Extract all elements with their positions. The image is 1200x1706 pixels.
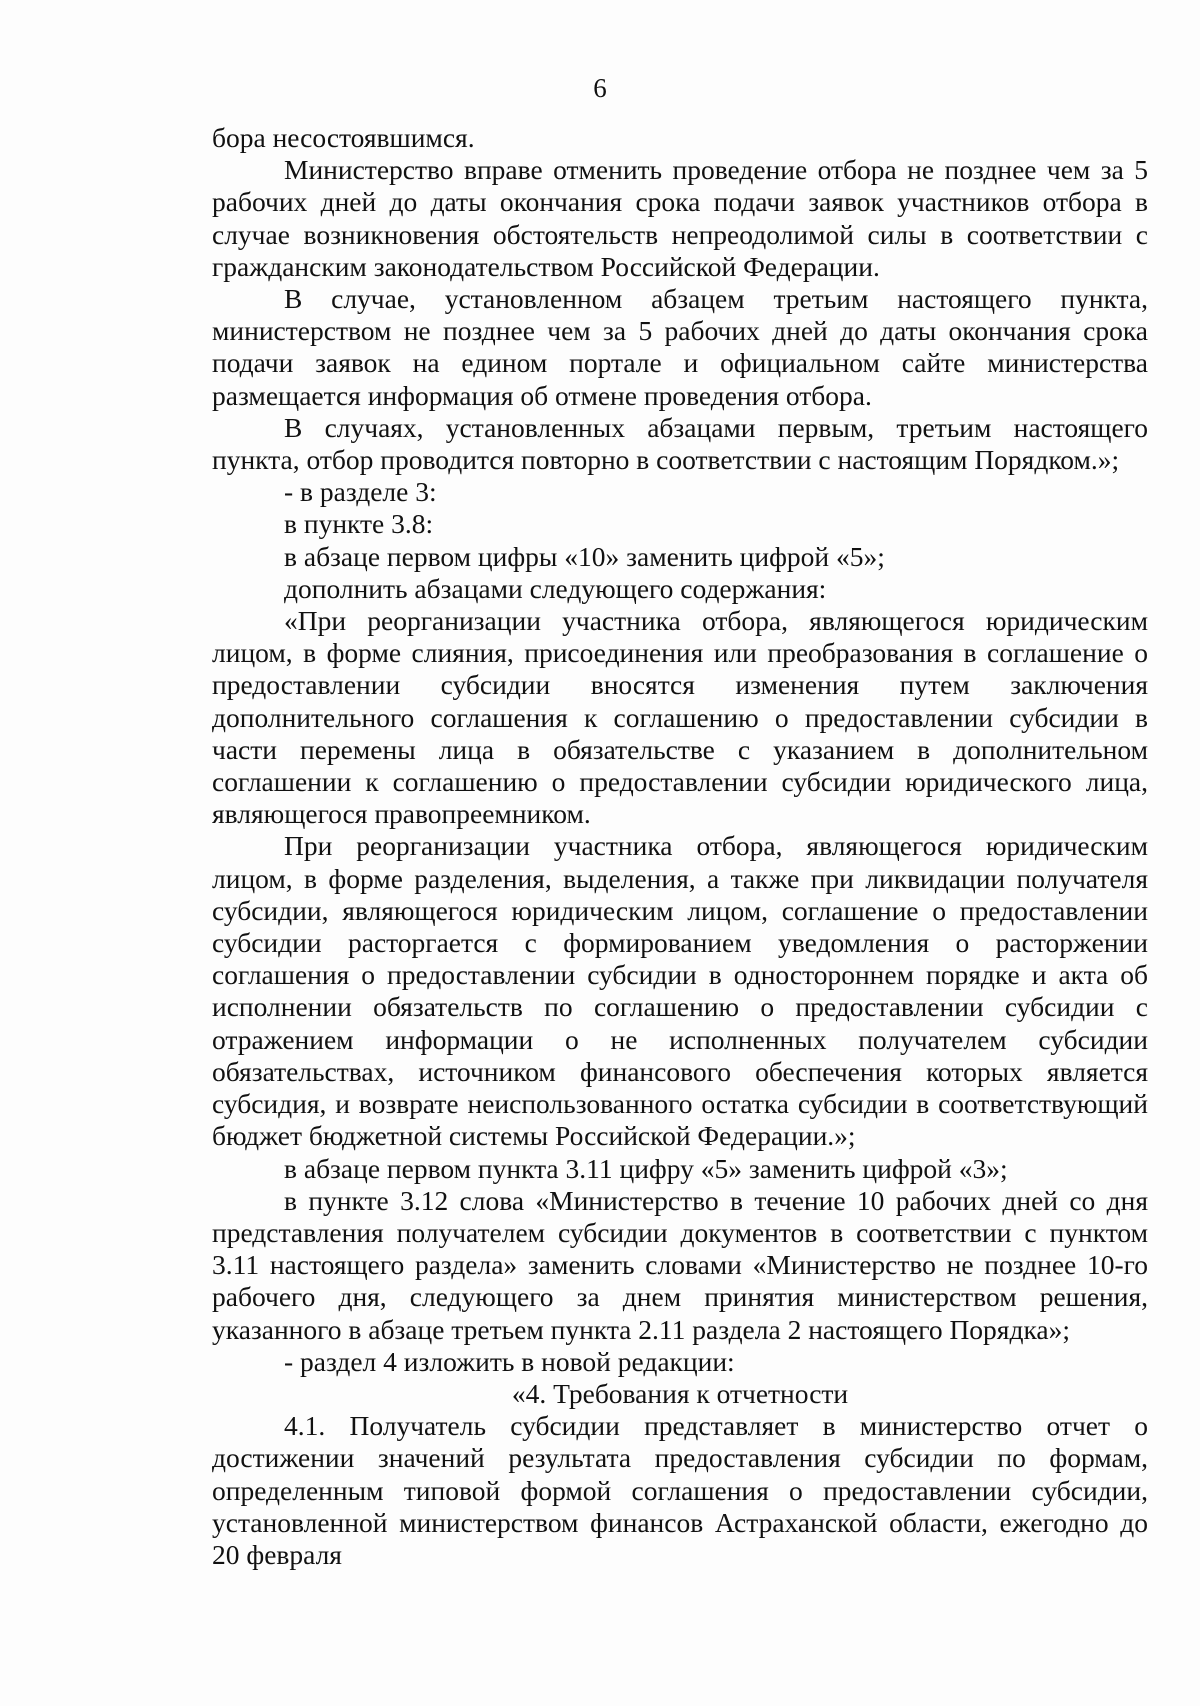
paragraph: в пункте 3.8:: [284, 508, 434, 540]
paragraph: - раздел 4 изложить в новой редакции:: [284, 1345, 735, 1377]
paragraph: - в разделе 3:: [284, 476, 437, 508]
paragraph: бора несостоявшимся.: [212, 122, 475, 153]
paragraph: 4.1. Получатель субсидии представляет в министерство отчет о достижении значений результата предоставления субсидии по формам, определенным типовой формой соглашения о предоставлении субсидии, установленной министерством финансов Астраханской области, ежегодно до 20 февраля: [212, 1410, 1148, 1570]
paragraph: «При реорганизации участника отбора, являющегося юридическим лицом, в форме слияния, присоединения или преобразования в соглашение о предоставлении субсидии вносятся изменения путем заключения дополнительного соглашения к соглашению о предоставлении субсидии в части перемены лица в обязательстве с указанием в дополнительном соглашении к соглашению о предоставлении субсидии юридического лица, являющегося правопреемником.: [212, 605, 1148, 830]
paragraph: в абзаце первом пункта 3.11 цифру «5» заменить цифрой «3»;: [284, 1152, 1008, 1184]
page-number: 6: [593, 73, 607, 103]
paragraph: дополнить абзацами следующего содержания:: [284, 572, 827, 604]
paragraph: При реорганизации участника отбора, являющегося юридическим лицом, в форме разделения, выделения, а также при ликвидации получателя субсидии, являющегося юридическим лицом, соглашение о предоставлении субсидии расторгается с формированием уведомления о расторжении соглашения о предоставлении субсидии в одностороннем порядке и акта об исполнении обязательств по соглашению о предоставлении субсидии с отражением информации о не исполненных получателем субсидии обязательствах, источником финансового обеспечения которых является субсидия, и возврате неиспользованного остатка субсидии в соответствующий бюджет бюджетной системы Российской Федерации.»;: [212, 830, 1148, 1152]
paragraph: В случаях, установленных абзацами первым, третьим настоящего пункта, отбор проводится повторно в соответствии с настоящим Порядком.»;: [212, 411, 1148, 476]
paragraph: в пункте 3.12 слова «Министерство в течение 10 рабочих дней со дня представления получателем субсидии документов в соответствии с пунктом 3.11 настоящего раздела» заменить словами «Министерство не позднее 10-го рабочего дня, следующего за днем принятия министерством решения, указанного в абзаце третьем пункта 2.11 раздела 2 настоящего Порядка»;: [212, 1184, 1148, 1345]
paragraph: В случае, установленном абзацем третьим настоящего пункта, министерством не позднее чем за 5 рабочих дней до даты окончания срока подачи заявок на едином портале и официальном сайте министерства размещается информация об отмене проведения отбора.: [212, 283, 1148, 411]
paragraph: в абзаце первом цифры «10» заменить цифрой «5»;: [284, 540, 885, 572]
section-heading: «4. Требования к отчетности: [511, 1377, 849, 1409]
document-body: [212, 122, 1148, 1571]
paragraph: Министерство вправе отменить проведение отбора не позднее чем за 5 рабочих дней до даты окончания срока подачи заявок участников отбора в случае возникновения обстоятельств непреодолимой силы в соответствии с гражданским законодательством Российской Федерации.: [212, 154, 1148, 282]
